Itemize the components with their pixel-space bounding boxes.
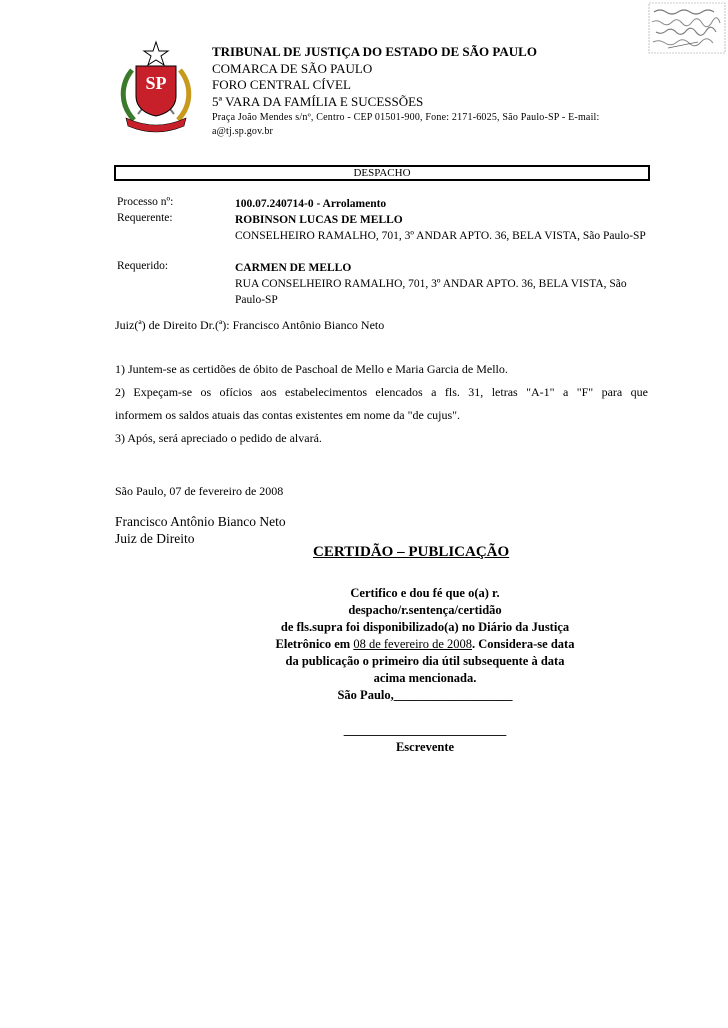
certidao-line-6: acima mencionada. [373, 671, 477, 685]
sp-coat-of-arms-logo [118, 40, 194, 136]
certidao-line-2: despacho/r.sentença/certidão [348, 603, 502, 617]
processo-label: Processo nº: [117, 196, 174, 208]
court-address-line2: a@tj.sp.gov.br [212, 126, 274, 137]
foro-name: FORO CENTRAL CÍVEL [212, 77, 351, 92]
certidao-line-5: da publicação o primeiro dia útil subsequente à data [285, 654, 565, 668]
judge-signature-name: Francisco Antônio Bianco Neto [115, 514, 286, 529]
court-address [212, 111, 600, 139]
document-header [212, 44, 600, 139]
requerente-name: ROBINSON LUCAS DE MELLO [235, 214, 403, 226]
document-date: São Paulo, 07 de fevereiro de 2008 [115, 484, 284, 498]
order-item-2-continued: informem os saldos atuais das contas existentes em nome da "de cujus". [115, 408, 461, 422]
escrevente-signature-line: __________________________ [343, 723, 507, 737]
judge-signature-title: Juiz de Direito [115, 531, 195, 546]
processo-value: 100.07.240714-0 - Arrolamento [235, 198, 387, 210]
court-address-line1: Praça João Mendes s/nº, Centro - CEP 01501-900, Fone: 2171-6025, São Paulo-SP - E-mail: [212, 112, 600, 123]
signature-stamp [648, 2, 726, 54]
requerido-name: CARMEN DE MELLO [235, 262, 352, 274]
order-item-1: 1) Juntem-se as certidões de óbito de Paschoal de Mello e Maria Garcia de Mello. [115, 362, 508, 376]
vara-name: 5ª VARA DA FAMÍLIA E SUCESSÕES [212, 93, 424, 109]
certidao-line-3: de fls.supra foi disponibilizado(a) no Diário da Justiça [280, 620, 570, 634]
requerente-label: Requerente: [117, 212, 173, 224]
despacho-title-box: DESPACHO [114, 165, 650, 181]
court-name: TRIBUNAL DE JUSTIÇA DO ESTADO DE SÃO PAULO [212, 44, 537, 59]
requerente-address: CONSELHEIRO RAMALHO, 701, 3º ANDAR APTO. 36, BELA VISTA, São Paulo-SP [235, 230, 646, 242]
logo-sp-text: SP [145, 73, 167, 93]
certidao-title: CERTIDÃO – PUBLICAÇÃO [313, 544, 510, 560]
certidao-line-1: Certifico e dou fé que o(a) r. [350, 586, 500, 600]
order-item-2: 2) Expeçam-se os ofícios aos estabelecimentos elencados a fls. 31, letras "A-1" a "F" para que [115, 385, 648, 399]
comarca-name: COMARCA DE SÃO PAULO [212, 60, 373, 76]
requerido-label: Requerido: [117, 260, 169, 272]
order-item-3: 3) Após, será apreciado o pedido de alvará. [115, 431, 322, 445]
judge-line: Juiz(ª) de Direito Dr.(ª): Francisco Antônio Bianco Neto [115, 318, 385, 332]
certidao-line-4: Eletrônico em 08 de fevereiro de 2008. Considera-se data [275, 637, 575, 651]
certidao-line-7: São Paulo,___________________ [337, 688, 513, 702]
certidao-text [200, 585, 650, 756]
requerido-address: RUA CONSELHEIRO RAMALHO, 701, 3º ANDAR APTO. 36, BELA VISTA, São Paulo-SP [235, 278, 627, 306]
escrevente-label: Escrevente [395, 740, 455, 754]
publication-date: 08 de fevereiro de 2008 [353, 637, 473, 651]
